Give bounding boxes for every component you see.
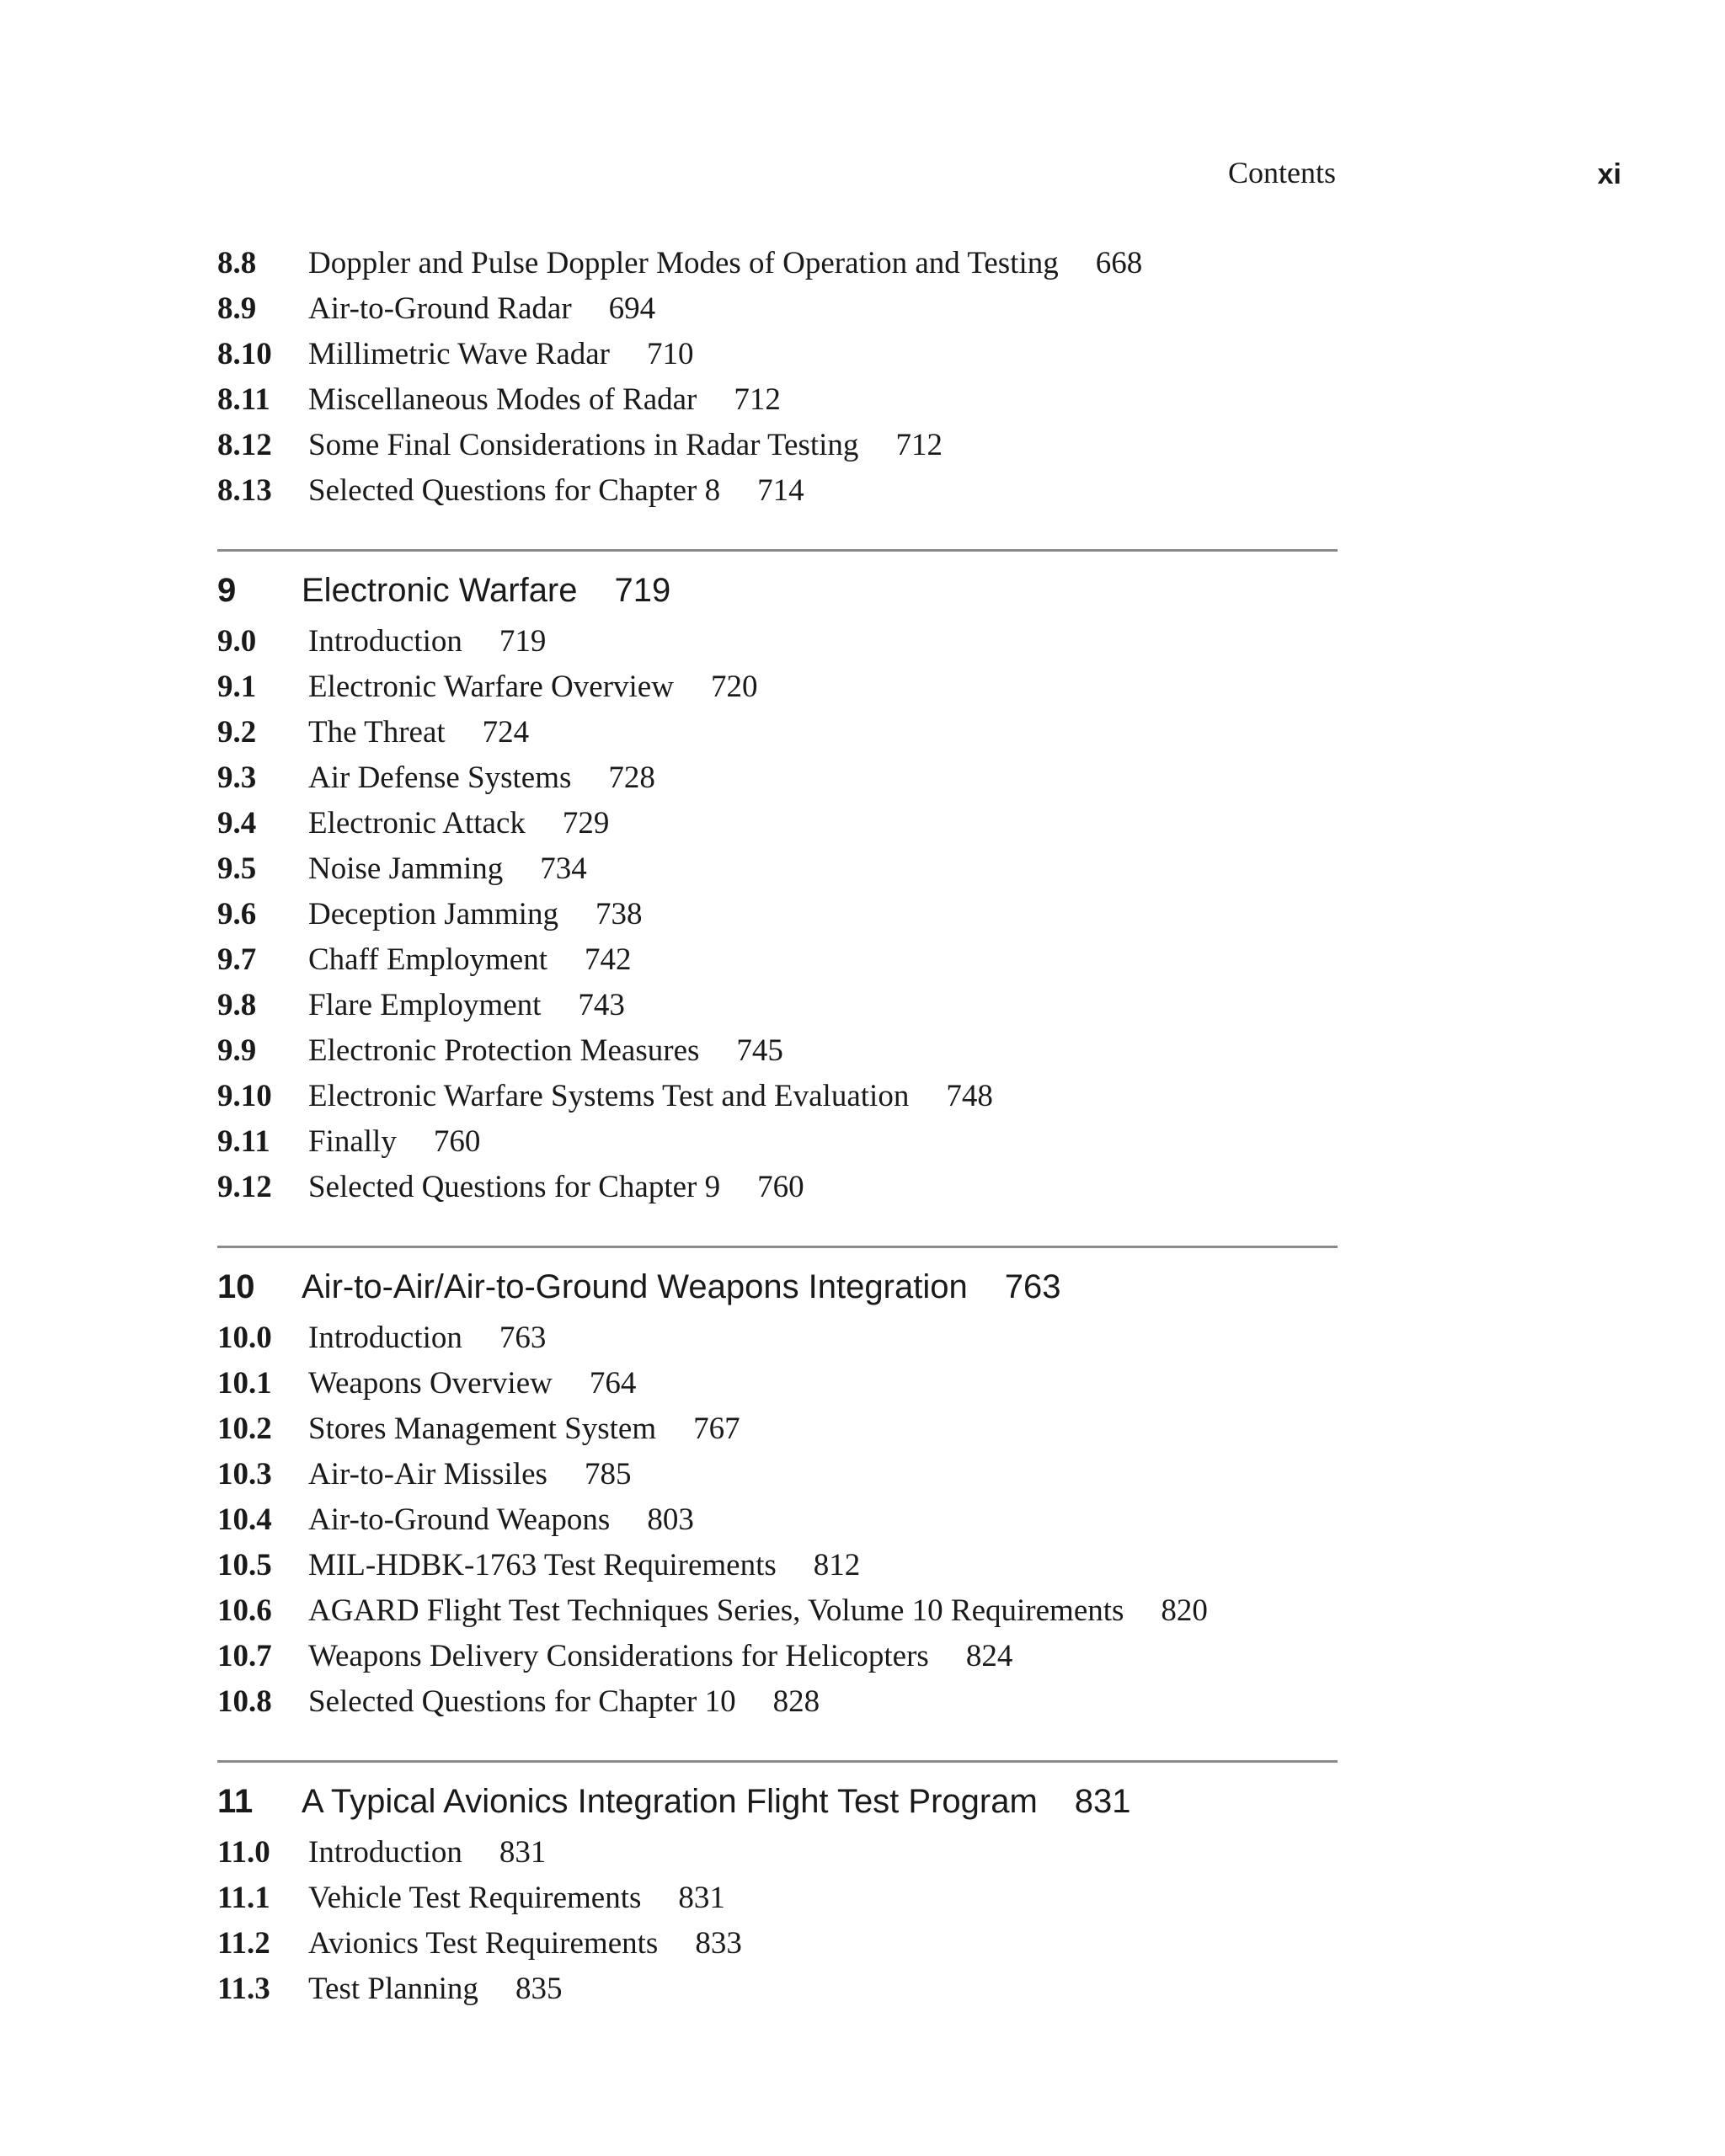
section-number: 11.0 (217, 1835, 270, 1870)
section-number: 10.3 (217, 1457, 272, 1492)
section-number: 9.10 (217, 1079, 272, 1113)
section-title: Electronic Protection Measures (308, 1033, 700, 1068)
section-page: 748 (946, 1079, 993, 1113)
chapter-number: 11 (217, 1783, 254, 1820)
section-number: 9.6 (217, 897, 257, 931)
section-page: 820 (1161, 1593, 1208, 1628)
toc-entry[interactable] (217, 1679, 1338, 1725)
section-page: 760 (757, 1170, 804, 1204)
running-title: Contents (1227, 156, 1336, 189)
toc-entry[interactable] (217, 423, 1338, 468)
chapter-number: 9 (217, 572, 237, 609)
section-page: 764 (589, 1366, 637, 1401)
section-number: 10.1 (217, 1366, 272, 1401)
toc-entry[interactable] (217, 1406, 1338, 1452)
section-page: 812 (813, 1548, 861, 1582)
section-title: AGARD Flight Test Techniques Series, Volume 10 Requirements (308, 1593, 1124, 1628)
toc-entry[interactable] (217, 332, 1338, 377)
toc-entry[interactable] (217, 1497, 1338, 1543)
section-page: 719 (499, 624, 547, 659)
section-page: 712 (895, 428, 943, 462)
section-page: 738 (595, 897, 643, 931)
section-title: Introduction (308, 1321, 462, 1355)
section-number: 10.0 (217, 1321, 272, 1355)
section-number: 9.2 (217, 715, 257, 750)
section-title: Selected Questions for Chapter 8 (308, 473, 721, 508)
toc-entry[interactable] (217, 1315, 1338, 1361)
chapter-page: 763 (1004, 1268, 1061, 1305)
section-title: MIL-HDBK-1763 Test Requirements (308, 1548, 777, 1582)
section-number: 8.8 (217, 246, 257, 280)
section-number: 10.5 (217, 1548, 272, 1582)
toc-entry[interactable] (217, 937, 1338, 983)
section-number: 10.6 (217, 1593, 272, 1628)
toc-entry[interactable] (217, 286, 1338, 332)
section-number: 11.1 (217, 1881, 270, 1915)
chapter-page: 831 (1074, 1783, 1131, 1820)
section-number: 10.8 (217, 1684, 272, 1719)
chapter-heading[interactable] (217, 1776, 1338, 1827)
toc-entry[interactable] (217, 710, 1338, 755)
section-title: Selected Questions for Chapter 10 (308, 1684, 736, 1719)
section-page: 742 (584, 942, 632, 977)
section-title: The Threat (308, 715, 446, 750)
section-number: 10.7 (217, 1639, 272, 1673)
toc-entry[interactable] (217, 377, 1338, 423)
toc-entry[interactable] (217, 846, 1338, 892)
chapter-10-section (217, 1246, 1338, 1725)
section-title: Introduction (308, 1835, 462, 1870)
toc-entry[interactable] (217, 1543, 1338, 1588)
section-page: 828 (772, 1684, 820, 1719)
section-title: Doppler and Pulse Doppler Modes of Operation and Testing (308, 246, 1059, 280)
section-title: Noise Jamming (308, 851, 504, 886)
section-title: Avionics Test Requirements (308, 1926, 659, 1961)
section-title: Weapons Overview (308, 1366, 553, 1401)
section-title: Electronic Attack (308, 806, 526, 841)
chapter-9-section (217, 549, 1338, 1210)
section-page: 729 (562, 806, 610, 841)
chapter-title: Air-to-Air/Air-to-Ground Weapons Integration (302, 1268, 968, 1305)
section-page: 728 (608, 760, 655, 795)
toc-entry[interactable] (217, 1361, 1338, 1406)
section-page: 694 (608, 291, 656, 326)
section-number: 9.3 (217, 760, 257, 795)
section-number: 9.4 (217, 806, 257, 841)
section-number: 9.1 (217, 670, 257, 704)
section-page: 833 (695, 1926, 742, 1961)
toc-entry[interactable] (217, 241, 1338, 286)
section-title: Finally (308, 1124, 397, 1159)
section-title: Test Planning (308, 1972, 478, 2006)
toc-entry[interactable] (217, 1119, 1338, 1165)
toc-entry[interactable] (217, 1452, 1338, 1497)
section-page: 714 (757, 473, 804, 508)
section-page: 724 (482, 715, 530, 750)
section-number: 9.7 (217, 942, 257, 977)
section-title: Some Final Considerations in Radar Testing (308, 428, 859, 462)
toc-entry[interactable] (217, 619, 1338, 664)
section-page: 743 (578, 988, 625, 1022)
section-title: Deception Jamming (308, 897, 558, 931)
section-number: 10.4 (217, 1502, 272, 1537)
section-page: 831 (678, 1881, 725, 1915)
section-number: 10.2 (217, 1412, 272, 1446)
section-title: Air Defense Systems (308, 760, 572, 795)
toc-entry[interactable] (217, 755, 1338, 801)
toc-entry[interactable] (217, 1921, 1338, 1967)
chapter-title: Electronic Warfare (302, 572, 578, 609)
table-of-contents (217, 241, 1338, 2012)
section-title: Miscellaneous Modes of Radar (308, 382, 697, 417)
section-page: 785 (584, 1457, 632, 1492)
chapter-heading[interactable] (217, 565, 1338, 616)
section-page: 835 (515, 1972, 563, 2006)
section-title: Air-to-Air Missiles (308, 1457, 547, 1492)
section-page: 763 (499, 1321, 547, 1355)
chapter-11-section (217, 1760, 1338, 2012)
section-number: 9.11 (217, 1124, 270, 1159)
section-number: 9.9 (217, 1033, 257, 1068)
toc-entry[interactable] (217, 1074, 1338, 1119)
section-page: 824 (965, 1639, 1013, 1673)
toc-entry[interactable] (217, 801, 1338, 846)
section-number: 9.5 (217, 851, 257, 886)
section-title: Flare Employment (308, 988, 542, 1022)
toc-entry[interactable] (217, 468, 1338, 514)
chapter-number: 10 (217, 1268, 255, 1305)
section-page: 710 (647, 337, 694, 371)
section-page: 745 (736, 1033, 783, 1068)
section-page: 760 (433, 1124, 481, 1159)
section-number: 11.2 (217, 1926, 270, 1961)
toc-entry[interactable] (217, 664, 1338, 710)
chapter-8-section (217, 241, 1338, 514)
section-page: 831 (499, 1835, 547, 1870)
section-number: 8.13 (217, 473, 272, 508)
chapter-page: 719 (614, 572, 671, 609)
section-page: 668 (1095, 246, 1143, 280)
section-page: 803 (647, 1502, 694, 1537)
toc-entry[interactable] (217, 1165, 1338, 1210)
section-number: 11.3 (217, 1972, 270, 2006)
section-title: Electronic Warfare Systems Test and Evaluation (308, 1079, 910, 1113)
toc-entry[interactable] (217, 1967, 1338, 2012)
section-page: 734 (540, 851, 587, 886)
section-number: 8.12 (217, 428, 272, 462)
section-title: Selected Questions for Chapter 9 (308, 1170, 721, 1204)
section-number: 9.8 (217, 988, 257, 1022)
section-title: Weapons Delivery Considerations for Helicopters (308, 1639, 929, 1673)
section-page: 712 (734, 382, 781, 417)
chapter-title: A Typical Avionics Integration Flight Test Program (302, 1783, 1038, 1820)
section-number: 8.10 (217, 337, 272, 371)
section-page: 720 (710, 670, 758, 704)
section-number: 8.11 (217, 382, 270, 417)
toc-entry[interactable] (217, 1588, 1338, 1634)
toc-entry[interactable] (217, 892, 1338, 937)
section-title: Vehicle Test Requirements (308, 1881, 642, 1915)
section-title: Chaff Employment (308, 942, 547, 977)
page-header (0, 155, 1725, 205)
toc-entry[interactable] (217, 1634, 1338, 1679)
chapter-heading[interactable] (217, 1262, 1338, 1312)
page-number: xi (1597, 158, 1621, 190)
section-title: Stores Management System (308, 1412, 657, 1446)
toc-entry[interactable] (217, 1876, 1338, 1921)
section-page: 767 (693, 1412, 740, 1446)
section-number: 9.12 (217, 1170, 272, 1204)
section-title: Air-to-Ground Weapons (308, 1502, 611, 1537)
section-title: Electronic Warfare Overview (308, 670, 674, 704)
section-title: Millimetric Wave Radar (308, 337, 611, 371)
section-number: 9.0 (217, 624, 257, 659)
section-number: 8.9 (217, 291, 257, 326)
section-title: Introduction (308, 624, 462, 659)
toc-entry[interactable] (217, 1830, 1338, 1876)
section-title: Air-to-Ground Radar (308, 291, 572, 326)
toc-entry[interactable] (217, 1028, 1338, 1074)
toc-entry[interactable] (217, 983, 1338, 1028)
